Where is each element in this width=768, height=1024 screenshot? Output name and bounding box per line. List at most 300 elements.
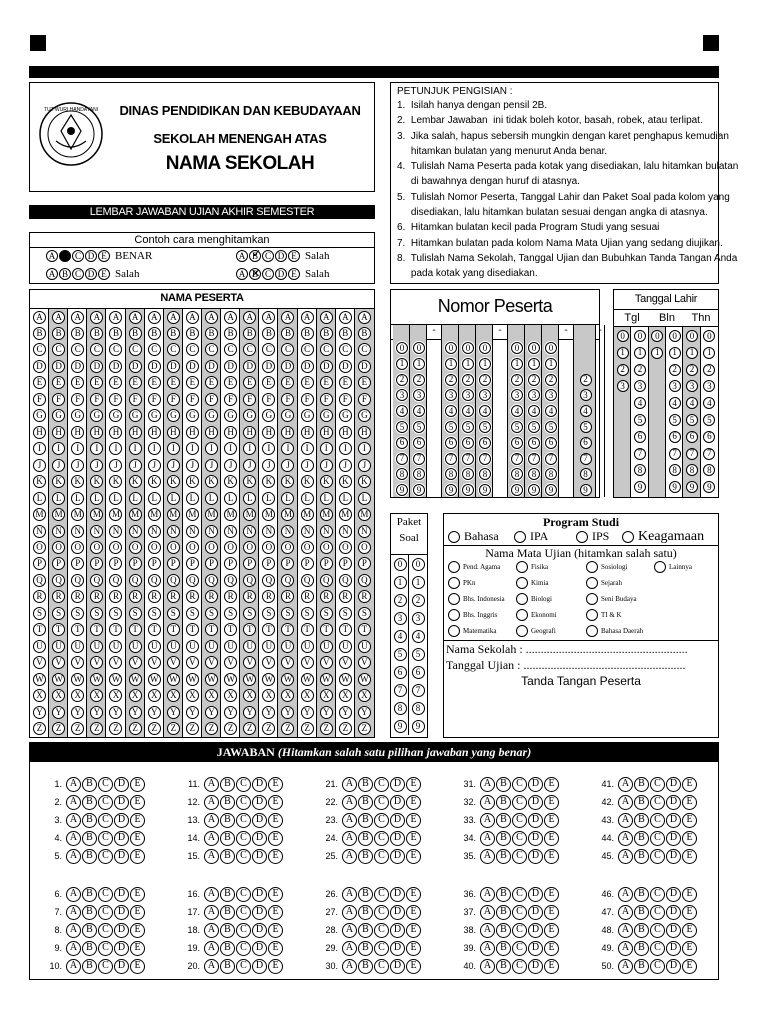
answer-bubble[interactable]: 4 — [703, 397, 715, 409]
answer-bubble[interactable]: S — [90, 607, 103, 620]
answer-bubble[interactable]: A — [618, 923, 633, 938]
answer-bubble[interactable]: 0 — [511, 342, 523, 354]
answer-bubble[interactable]: 6 — [413, 437, 425, 449]
answer-bubble[interactable]: Y — [224, 706, 237, 719]
answer-bubble[interactable]: Q — [33, 574, 46, 587]
answer-bubble[interactable]: L — [224, 492, 237, 505]
answer-bubble[interactable]: D — [390, 831, 405, 846]
answer-bubble[interactable]: A — [342, 777, 357, 792]
answer-bubble[interactable]: D — [528, 887, 543, 902]
answer-bubble[interactable]: R — [71, 590, 84, 603]
answer-bubble[interactable]: 2 — [462, 374, 474, 386]
answer-bubble[interactable]: D — [205, 360, 218, 373]
answer-bubble[interactable]: D — [114, 905, 129, 920]
answer-bubble[interactable]: X — [33, 689, 46, 702]
answer-bubble[interactable]: X — [167, 689, 180, 702]
answer-bubble[interactable]: 1 — [545, 358, 557, 370]
answer-bubble[interactable]: Y — [320, 706, 333, 719]
answer-bubble[interactable]: 6 — [634, 431, 646, 443]
answer-bubble[interactable]: E — [544, 849, 559, 864]
answer-bubble[interactable]: C — [90, 343, 103, 356]
answer-bubble[interactable]: W — [243, 673, 256, 686]
answer-bubble[interactable]: Q — [71, 574, 84, 587]
answer-bubble[interactable]: 8 — [686, 464, 698, 476]
answer-bubble[interactable]: G — [90, 409, 103, 422]
program-option[interactable] — [576, 529, 609, 544]
answer-bubble[interactable]: R — [148, 590, 161, 603]
answer-bubble[interactable]: D — [528, 777, 543, 792]
answer-bubble[interactable]: 4 — [634, 397, 646, 409]
answer-bubble[interactable]: H — [205, 426, 218, 439]
answer-bubble[interactable]: 8 — [413, 468, 425, 480]
answer-bubble[interactable]: B — [82, 813, 97, 828]
answer-bubble[interactable]: T — [167, 623, 180, 636]
answer-bubble[interactable]: B — [243, 327, 256, 340]
answer-bubble[interactable]: 4 — [479, 405, 491, 417]
answer-bubble[interactable]: 7 — [462, 453, 474, 465]
answer-bubble[interactable]: E — [544, 959, 559, 974]
answer-bubble[interactable]: E — [130, 813, 145, 828]
answer-bubble[interactable]: A — [204, 849, 219, 864]
answer-bubble[interactable]: J — [320, 459, 333, 472]
answer-bubble[interactable]: A — [148, 311, 161, 324]
answer-bubble[interactable]: P — [71, 557, 84, 570]
answer-bubble[interactable]: Y — [243, 706, 256, 719]
answer-bubble[interactable]: A — [618, 831, 633, 846]
answer-bubble[interactable]: 5 — [462, 421, 474, 433]
answer-bubble[interactable]: H — [243, 426, 256, 439]
answer-bubble[interactable]: N — [90, 525, 103, 538]
answer-bubble[interactable]: E — [148, 376, 161, 389]
answer-bubble[interactable]: S — [129, 607, 142, 620]
answer-bubble[interactable]: X — [358, 689, 371, 702]
answer-bubble[interactable]: C — [374, 923, 389, 938]
answer-bubble[interactable]: V — [71, 656, 84, 669]
answer-bubble[interactable]: 9 — [686, 481, 698, 493]
answer-bubble[interactable]: T — [52, 623, 65, 636]
answer-bubble[interactable]: T — [339, 623, 352, 636]
answer-bubble[interactable]: C — [98, 777, 113, 792]
answer-bubble[interactable]: 9 — [413, 484, 425, 496]
answer-bubble[interactable]: M — [52, 508, 65, 521]
answer-bubble[interactable]: A — [618, 887, 633, 902]
answer-bubble[interactable] — [516, 577, 528, 589]
answer-bubble[interactable]: R — [243, 590, 256, 603]
answer-bubble[interactable]: A — [243, 311, 256, 324]
answer-bubble[interactable]: V — [262, 656, 275, 669]
answer-bubble[interactable] — [622, 531, 634, 543]
answer-bubble[interactable]: F — [109, 393, 122, 406]
answer-bubble[interactable]: E — [109, 376, 122, 389]
answer-bubble[interactable]: B — [82, 777, 97, 792]
answer-bubble[interactable]: 8 — [412, 702, 425, 715]
answer-bubble[interactable]: X — [281, 689, 294, 702]
answer-bubble[interactable]: E — [544, 887, 559, 902]
answer-bubble[interactable]: G — [224, 409, 237, 422]
answer-bubble[interactable]: S — [281, 607, 294, 620]
answer-bubble[interactable]: E — [544, 941, 559, 956]
answer-bubble[interactable]: J — [186, 459, 199, 472]
answer-bubble[interactable]: C — [243, 343, 256, 356]
answer-bubble[interactable]: D — [281, 360, 294, 373]
answer-bubble[interactable]: 0 — [394, 558, 407, 571]
answer-bubble[interactable]: 6 — [703, 431, 715, 443]
answer-bubble[interactable]: 5 — [669, 414, 681, 426]
answer-bubble[interactable]: B — [220, 813, 235, 828]
answer-bubble[interactable]: C — [236, 941, 251, 956]
answer-bubble[interactable]: A — [66, 831, 81, 846]
answer-bubble[interactable]: M — [243, 508, 256, 521]
answer-bubble[interactable]: U — [281, 640, 294, 653]
answer-bubble[interactable]: O — [109, 541, 122, 554]
answer-bubble[interactable]: I — [205, 442, 218, 455]
answer-bubble[interactable]: A — [204, 905, 219, 920]
answer-bubble[interactable]: A — [342, 905, 357, 920]
answer-bubble[interactable]: M — [320, 508, 333, 521]
answer-bubble[interactable]: G — [281, 409, 294, 422]
answer-bubble[interactable]: K — [71, 475, 84, 488]
answer-bubble[interactable]: C — [224, 343, 237, 356]
answer-bubble[interactable]: C — [167, 343, 180, 356]
answer-bubble[interactable]: 7 — [545, 453, 557, 465]
answer-bubble[interactable]: D — [528, 941, 543, 956]
answer-bubble[interactable]: W — [109, 673, 122, 686]
answer-bubble[interactable]: K — [224, 475, 237, 488]
answer-bubble[interactable]: C — [98, 887, 113, 902]
answer-bubble[interactable]: L — [129, 492, 142, 505]
answer-bubble[interactable]: 4 — [511, 405, 523, 417]
answer-bubble[interactable]: E — [130, 831, 145, 846]
answer-bubble[interactable]: D — [186, 360, 199, 373]
answer-bubble[interactable]: 0 — [617, 330, 629, 342]
answer-bubble[interactable]: I — [186, 442, 199, 455]
answer-bubble[interactable]: D — [114, 849, 129, 864]
answer-bubble[interactable]: 0 — [462, 342, 474, 354]
answer-bubble[interactable]: V — [205, 656, 218, 669]
answer-bubble[interactable]: Q — [90, 574, 103, 587]
answer-bubble[interactable]: 9 — [396, 484, 408, 496]
answer-bubble[interactable]: S — [358, 607, 371, 620]
answer-bubble[interactable]: A — [339, 311, 352, 324]
answer-bubble[interactable]: B — [220, 831, 235, 846]
answer-bubble[interactable]: A — [618, 941, 633, 956]
answer-bubble[interactable]: A — [480, 887, 495, 902]
answer-bubble[interactable]: P — [320, 557, 333, 570]
answer-bubble[interactable]: D — [114, 941, 129, 956]
answer-bubble[interactable]: 8 — [703, 464, 715, 476]
answer-bubble[interactable]: 9 — [479, 484, 491, 496]
answer-bubble[interactable]: Q — [129, 574, 142, 587]
answer-bubble[interactable]: C — [374, 795, 389, 810]
answer-bubble[interactable]: S — [243, 607, 256, 620]
answer-bubble[interactable]: E — [682, 887, 697, 902]
answer-bubble[interactable]: 3 — [511, 389, 523, 401]
answer-bubble[interactable]: A — [342, 923, 357, 938]
answer-bubble[interactable]: C — [320, 343, 333, 356]
answer-bubble[interactable]: E — [406, 849, 421, 864]
answer-bubble[interactable]: R — [33, 590, 46, 603]
answer-bubble[interactable]: 4 — [686, 397, 698, 409]
answer-bubble[interactable]: K — [301, 475, 314, 488]
answer-bubble[interactable]: U — [339, 640, 352, 653]
answer-bubble[interactable]: C — [71, 343, 84, 356]
answer-bubble[interactable]: S — [339, 607, 352, 620]
answer-bubble[interactable]: F — [52, 393, 65, 406]
answer-bubble[interactable]: J — [90, 459, 103, 472]
tanggal-ujian-field[interactable]: Tanggal Ujian : ...................................................... — [446, 658, 686, 672]
answer-bubble[interactable]: C — [512, 941, 527, 956]
answer-bubble[interactable]: J — [339, 459, 352, 472]
answer-bubble[interactable]: B — [496, 777, 511, 792]
answer-bubble[interactable]: S — [186, 607, 199, 620]
answer-bubble[interactable]: C — [374, 887, 389, 902]
answer-bubble[interactable]: O — [167, 541, 180, 554]
answer-bubble[interactable]: N — [52, 525, 65, 538]
answer-bubble[interactable]: P — [52, 557, 65, 570]
answer-bubble[interactable]: Y — [339, 706, 352, 719]
answer-bubble[interactable]: P — [243, 557, 256, 570]
answer-bubble[interactable]: G — [109, 409, 122, 422]
answer-bubble[interactable]: E — [243, 376, 256, 389]
subject-option[interactable] — [448, 625, 496, 637]
answer-bubble[interactable]: 3 — [634, 380, 646, 392]
answer-bubble[interactable]: A — [480, 959, 495, 974]
answer-bubble[interactable]: 1 — [686, 347, 698, 359]
answer-bubble[interactable]: G — [243, 409, 256, 422]
answer-bubble[interactable] — [516, 561, 528, 573]
answer-bubble[interactable]: V — [243, 656, 256, 669]
answer-bubble[interactable]: C — [98, 923, 113, 938]
answer-bubble[interactable]: 3 — [545, 389, 557, 401]
answer-bubble[interactable]: C — [358, 343, 371, 356]
answer-bubble[interactable]: B — [82, 795, 97, 810]
answer-bubble[interactable]: E — [544, 905, 559, 920]
answer-bubble[interactable]: Y — [52, 706, 65, 719]
answer-bubble[interactable]: B — [52, 327, 65, 340]
answer-bubble[interactable]: 0 — [651, 330, 663, 342]
answer-bubble[interactable]: Q — [109, 574, 122, 587]
answer-bubble[interactable]: C — [512, 959, 527, 974]
program-option[interactable] — [514, 529, 548, 544]
answer-bubble[interactable]: A — [204, 887, 219, 902]
answer-bubble[interactable]: Q — [301, 574, 314, 587]
answer-bubble[interactable]: B — [82, 941, 97, 956]
answer-bubble[interactable]: J — [281, 459, 294, 472]
answer-bubble[interactable]: E — [130, 795, 145, 810]
answer-bubble[interactable]: Z — [224, 722, 237, 735]
answer-bubble[interactable]: 7 — [445, 453, 457, 465]
answer-bubble[interactable]: U — [90, 640, 103, 653]
answer-bubble[interactable]: X — [148, 689, 161, 702]
answer-bubble[interactable]: E — [682, 813, 697, 828]
answer-bubble[interactable]: D — [262, 360, 275, 373]
answer-bubble[interactable]: M — [281, 508, 294, 521]
answer-bubble[interactable]: E — [130, 959, 145, 974]
answer-bubble[interactable]: I — [224, 442, 237, 455]
answer-bubble[interactable]: U — [167, 640, 180, 653]
answer-bubble[interactable]: X — [262, 689, 275, 702]
answer-bubble[interactable]: 9 — [545, 484, 557, 496]
answer-bubble[interactable]: Z — [71, 722, 84, 735]
answer-bubble[interactable]: Z — [33, 722, 46, 735]
answer-bubble[interactable]: K — [167, 475, 180, 488]
answer-bubble[interactable]: J — [243, 459, 256, 472]
answer-bubble[interactable]: R — [358, 590, 371, 603]
answer-bubble[interactable]: B — [82, 959, 97, 974]
answer-bubble[interactable]: M — [301, 508, 314, 521]
answer-bubble[interactable]: B — [358, 905, 373, 920]
answer-bubble[interactable]: D — [167, 360, 180, 373]
answer-bubble[interactable]: L — [205, 492, 218, 505]
answer-bubble[interactable]: D — [114, 813, 129, 828]
answer-bubble[interactable]: 3 — [617, 380, 629, 392]
answer-bubble[interactable]: C — [650, 941, 665, 956]
answer-bubble[interactable]: O — [90, 541, 103, 554]
answer-bubble[interactable]: 7 — [396, 453, 408, 465]
answer-bubble[interactable]: G — [71, 409, 84, 422]
answer-bubble[interactable]: 5 — [413, 421, 425, 433]
answer-bubble[interactable]: N — [262, 525, 275, 538]
answer-bubble[interactable]: 8 — [479, 468, 491, 480]
answer-bubble[interactable]: V — [167, 656, 180, 669]
answer-bubble[interactable]: W — [281, 673, 294, 686]
answer-bubble[interactable]: B — [634, 831, 649, 846]
answer-bubble[interactable]: G — [33, 409, 46, 422]
answer-bubble[interactable]: E — [268, 813, 283, 828]
answer-bubble[interactable]: E — [167, 376, 180, 389]
answer-bubble[interactable]: 3 — [686, 380, 698, 392]
answer-bubble[interactable]: A — [480, 923, 495, 938]
answer-bubble[interactable]: G — [129, 409, 142, 422]
answer-bubble[interactable]: A — [224, 311, 237, 324]
answer-bubble[interactable]: E — [406, 923, 421, 938]
answer-bubble[interactable]: V — [224, 656, 237, 669]
answer-bubble[interactable]: D — [339, 360, 352, 373]
answer-bubble[interactable]: B — [358, 831, 373, 846]
answer-bubble[interactable]: H — [281, 426, 294, 439]
answer-bubble[interactable]: L — [52, 492, 65, 505]
answer-bubble[interactable]: 7 — [412, 684, 425, 697]
answer-bubble[interactable]: C — [236, 831, 251, 846]
answer-bubble[interactable]: 4 — [580, 405, 592, 417]
answer-bubble[interactable]: C — [339, 343, 352, 356]
answer-bubble[interactable]: V — [33, 656, 46, 669]
answer-bubble[interactable]: C — [33, 343, 46, 356]
answer-bubble[interactable]: D — [390, 849, 405, 864]
answer-bubble[interactable]: E — [130, 887, 145, 902]
answer-bubble[interactable]: E — [268, 959, 283, 974]
answer-bubble[interactable]: N — [205, 525, 218, 538]
answer-bubble[interactable]: F — [320, 393, 333, 406]
answer-bubble[interactable]: R — [224, 590, 237, 603]
answer-bubble[interactable]: C — [512, 813, 527, 828]
answer-bubble[interactable]: 4 — [669, 397, 681, 409]
answer-bubble[interactable]: 3 — [394, 612, 407, 625]
answer-bubble[interactable]: L — [33, 492, 46, 505]
answer-bubble[interactable]: R — [262, 590, 275, 603]
answer-bubble[interactable]: C — [512, 777, 527, 792]
answer-bubble[interactable]: F — [90, 393, 103, 406]
answer-bubble[interactable]: I — [52, 442, 65, 455]
answer-bubble[interactable]: N — [301, 525, 314, 538]
answer-bubble[interactable]: N — [148, 525, 161, 538]
answer-bubble[interactable]: M — [224, 508, 237, 521]
answer-bubble[interactable]: B — [220, 905, 235, 920]
answer-bubble[interactable]: Y — [33, 706, 46, 719]
answer-bubble[interactable]: K — [129, 475, 142, 488]
answer-bubble[interactable] — [516, 625, 528, 637]
answer-bubble[interactable]: 7 — [669, 448, 681, 460]
answer-bubble[interactable] — [514, 531, 526, 543]
answer-bubble[interactable]: U — [109, 640, 122, 653]
answer-bubble[interactable]: D — [528, 959, 543, 974]
answer-bubble[interactable]: 1 — [394, 576, 407, 589]
answer-bubble[interactable]: A — [342, 959, 357, 974]
answer-bubble[interactable]: S — [148, 607, 161, 620]
answer-bubble[interactable]: I — [320, 442, 333, 455]
answer-bubble[interactable]: P — [167, 557, 180, 570]
answer-bubble[interactable] — [586, 561, 598, 573]
answer-bubble[interactable]: 5 — [511, 421, 523, 433]
answer-bubble[interactable]: I — [33, 442, 46, 455]
answer-bubble[interactable]: C — [236, 923, 251, 938]
answer-bubble[interactable]: M — [167, 508, 180, 521]
answer-bubble[interactable]: R — [320, 590, 333, 603]
answer-bubble[interactable]: T — [320, 623, 333, 636]
answer-bubble[interactable]: C — [98, 813, 113, 828]
answer-bubble[interactable]: X — [52, 689, 65, 702]
answer-bubble[interactable]: C — [129, 343, 142, 356]
answer-bubble[interactable]: L — [109, 492, 122, 505]
answer-bubble[interactable]: M — [186, 508, 199, 521]
answer-bubble[interactable]: 5 — [703, 414, 715, 426]
answer-bubble[interactable]: E — [339, 376, 352, 389]
answer-bubble[interactable]: K — [148, 475, 161, 488]
answer-bubble[interactable]: U — [320, 640, 333, 653]
answer-bubble[interactable]: 0 — [545, 342, 557, 354]
answer-bubble[interactable]: Z — [262, 722, 275, 735]
answer-bubble[interactable]: 2 — [394, 594, 407, 607]
answer-bubble[interactable]: 1 — [479, 358, 491, 370]
answer-bubble[interactable]: 8 — [445, 468, 457, 480]
answer-bubble[interactable]: H — [90, 426, 103, 439]
answer-bubble[interactable]: G — [339, 409, 352, 422]
answer-bubble[interactable]: A — [342, 941, 357, 956]
answer-bubble[interactable]: Y — [301, 706, 314, 719]
answer-bubble[interactable]: D — [666, 813, 681, 828]
answer-bubble[interactable]: 2 — [686, 364, 698, 376]
answer-bubble[interactable]: B — [358, 941, 373, 956]
answer-bubble[interactable]: I — [109, 442, 122, 455]
answer-bubble[interactable]: 7 — [686, 448, 698, 460]
answer-bubble[interactable]: S — [167, 607, 180, 620]
answer-bubble[interactable]: G — [262, 409, 275, 422]
answer-bubble[interactable]: B — [634, 941, 649, 956]
answer-bubble[interactable]: O — [243, 541, 256, 554]
answer-bubble[interactable]: B — [634, 849, 649, 864]
answer-bubble[interactable]: U — [262, 640, 275, 653]
answer-bubble[interactable]: A — [358, 311, 371, 324]
answer-bubble[interactable]: E — [406, 941, 421, 956]
answer-bubble[interactable]: A — [480, 849, 495, 864]
answer-bubble[interactable]: C — [236, 777, 251, 792]
answer-bubble[interactable]: A — [618, 959, 633, 974]
answer-bubble[interactable]: Z — [339, 722, 352, 735]
answer-bubble[interactable]: L — [358, 492, 371, 505]
answer-bubble[interactable]: W — [339, 673, 352, 686]
answer-bubble[interactable]: D — [390, 923, 405, 938]
answer-bubble[interactable]: C — [512, 905, 527, 920]
